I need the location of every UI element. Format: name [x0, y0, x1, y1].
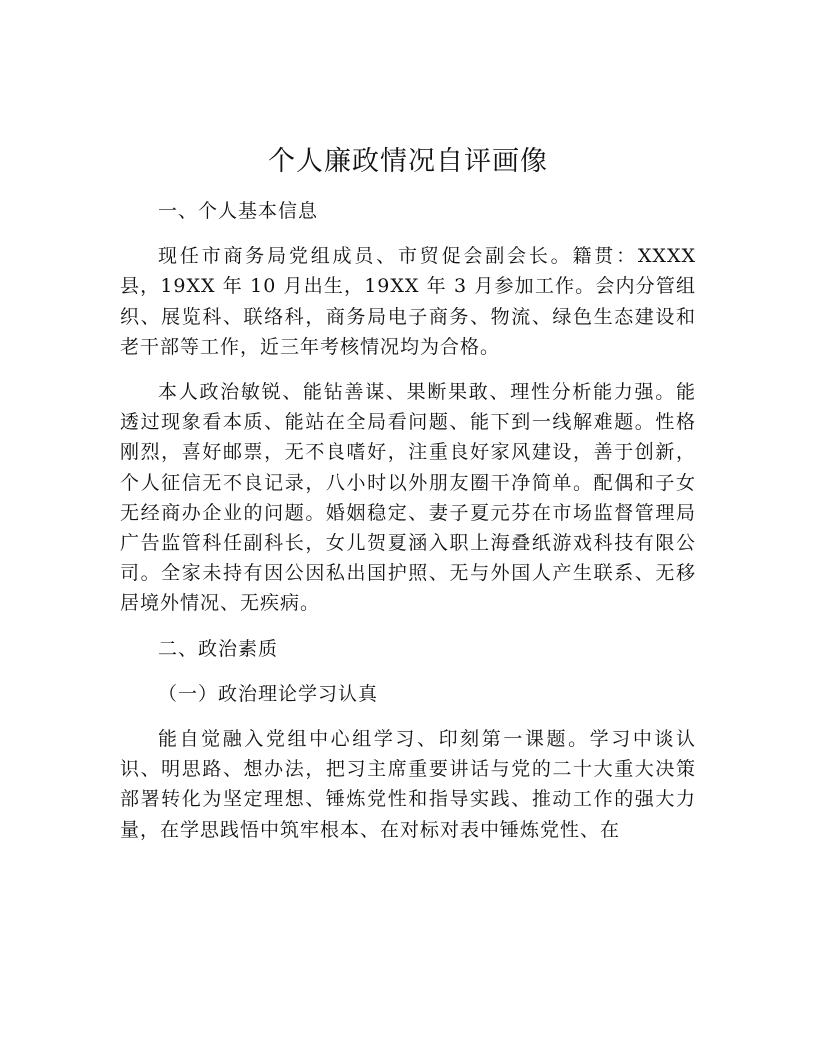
- subsection-heading-theory-study: （一）政治理论学习认真: [158, 682, 379, 705]
- paragraph-position-info: 现任市商务局党组成员、市贸促会副会长。籍贯：XXXX县，19XX 年 10 月出生，19XX 年 3 月参加工作。会内分管组织、展览科、联络科，商务局电子商务、物流、绿色生态建设和老干部等工作，近三年考核情况均为合格。: [120, 245, 696, 358]
- section-heading-basic-info: 一、个人基本信息: [158, 200, 319, 222]
- document-body: [120, 196, 696, 860]
- paragraph-theory-study: 能自觉融入党组中心组学习、印刻第一课题。学习中谈认识、明思路、想办法，把习主席重要讲话与党的二十大重大决策部署转化为坚定理想、锤炼党性和指导实践、推动工作的强大力量，在学思践悟中筑牢根本、在对标对表中锤炼党性、在: [120, 728, 696, 841]
- document-title: 个人廉政情况自评画像: [268, 146, 548, 177]
- paragraph-personal-profile: 本人政治敏锐、能钻善谋、果断果敢、理性分析能力强。能透过现象看本质、能站在全局看问题、能下到一线解难题。性格刚烈，喜好邮票，无不良嗜好，注重良好家风建设，善于创新，个人征信无不良记录，八小时以外朋友圈干净简单。配偶和子女无经商办企业的问题。婚姻稳定、妻子夏元芬在市场监督管理局广告监管科任副科长，女儿贺夏涵入职上海叠纸游戏科技有限公司。全家未持有因公因私出国护照、无与外国人产生联系、无移居境外情况、无疾病。: [120, 381, 696, 615]
- section-heading-political-quality: 二、政治素质: [158, 637, 279, 660]
